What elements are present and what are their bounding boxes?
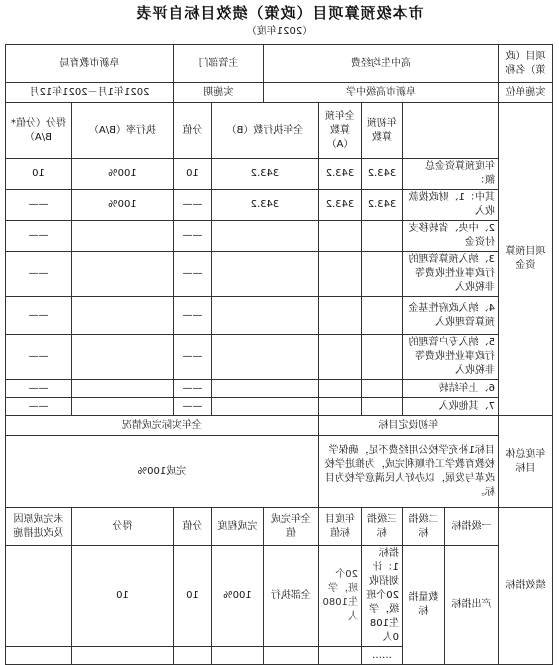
implementer-row [5,83,552,103]
fund-row-exec [211,252,318,297]
dept-label: 主管部门 [173,45,263,83]
fund-row-label: 6、上年结转 [403,380,499,398]
fund-row-value: —— [173,190,211,221]
fund-row-exec: 343.2 [211,190,318,221]
goals-actual-text: 完成100% [5,436,318,508]
fund-row-year [362,380,403,398]
score-header: 得分 [71,508,173,546]
fund-row-score: 10 [5,159,71,190]
goals-content-row [5,436,552,508]
full-year-budget-header: 全年预算数（A） [319,103,362,159]
fund-row-value: —— [173,221,211,252]
fund-row-exec: 343.2 [211,159,318,190]
fund-row-year [362,297,403,335]
fund-row-exec [211,297,318,335]
fund-row-rate [71,297,173,335]
fund-row-full [319,221,362,252]
empty-cell [71,647,173,665]
value-header: 分值 [173,508,211,546]
reason-header: 未完成原因及改进措施 [5,508,71,546]
fund-row-rate [71,398,173,416]
exec-rate-header: 执行率（B/A） [71,103,173,159]
fund-row-year [362,335,403,380]
fund-row-rate [71,252,173,297]
empty-cell [173,647,211,665]
level3-header: 三级指标 [362,508,403,546]
reason-value [5,546,71,647]
indicator-row [5,546,552,647]
fund-row-exec [211,221,318,252]
page-title: 市本级预算项目（政策）绩效目标自评表 [135,4,424,22]
fund-row [5,252,552,297]
impl-value: 阜新市高级中学 [263,83,498,103]
year-budget-header: 年初预算数 [362,103,403,159]
fund-row-rate: 100% [71,190,173,221]
goals-plan-header: 年初设定目标 [319,416,499,436]
page-subtitle: （2021年度） [246,26,313,37]
fund-row-year: 343.2 [362,190,403,221]
fund-row-exec [211,398,318,416]
actual-header: 全年完成值 [263,508,318,546]
ellipsis: …… [362,647,403,665]
fund-row-rate [71,221,173,252]
project-name-value: 高中生均经费 [263,45,498,83]
fund-row-year [362,252,403,297]
score-value: 10 [71,546,173,647]
fund-row-value: —— [173,398,211,416]
fund-row-score: —— [5,190,71,221]
funds-header-row [5,103,552,159]
fund-row [5,398,552,416]
fund-row-value: —— [173,252,211,297]
period-value: 2021年1月－2021年12月 [5,83,173,103]
fund-row [5,297,552,335]
dept-value: 阜新市教育局 [5,45,173,83]
level3-value: 指标1：计划招收20个班级，学生1080人 [362,546,403,647]
value-value: 10 [173,546,211,647]
empty-cell [5,647,71,665]
empty-cell [263,647,318,665]
funds-section-label: 项目预算资金 [499,103,553,416]
fund-row-score: —— [5,380,71,398]
fund-row-rate [71,380,173,398]
goals-plan-text: 目标1补充学校公用经费不足，确保学校教育教学工作顺利完成，为推进学校改革与发展，以办好人民满意学校为目标。 [319,436,499,508]
fund-row-label: 年度预算资金总额： [403,159,499,190]
fund-row-rate: 100% [71,159,173,190]
fund-row [5,190,552,221]
goals-actual-header: 全年实际完成情况 [5,416,318,436]
fund-row-label: 7、其他收入 [403,398,499,416]
period-label: 实施期 [173,83,263,103]
level1-header: 一级指标 [445,508,499,546]
empty-cell [211,647,263,665]
fund-row-full [319,380,362,398]
fund-row-label: 其中：1、财政拨款收入 [403,190,499,221]
degree-header: 完成程度 [211,508,263,546]
fund-row-label: 3、纳入预算管理的行政事业性收费等非税收入 [403,252,499,297]
empty-cell [319,647,362,665]
impl-label: 实施单位 [499,83,553,103]
fund-row-score: —— [5,398,71,416]
goals-header-row [5,416,552,436]
project-name-label: 项目（政策）名称 [499,45,553,83]
fund-row-exec [211,380,318,398]
fund-row-full [319,252,362,297]
fund-row-value: —— [173,380,211,398]
fund-row-full: 343.2 [319,190,362,221]
fund-row-value: —— [173,335,211,380]
fund-row [5,221,552,252]
score-header: 得分（分值*B/A） [5,103,71,159]
goals-section-label: 年度总体目标 [499,416,553,508]
fund-row-label: 5、纳入专户管理的行政事业性收费等非税收入 [403,335,499,380]
full-year-exec-header: 全年执行数（B） [211,103,318,159]
project-name-row [5,45,552,83]
fund-row-year [362,398,403,416]
target-value: 20个班，学生1080人 [319,546,362,647]
fund-row-full: 343.2 [319,159,362,190]
fund-row-score: —— [5,252,71,297]
level1-value: 产出指标 [445,546,499,665]
level2-header: 二级指标 [403,508,445,546]
degree-value: 100% [211,546,263,647]
fund-row-score: —— [5,221,71,252]
fund-row-exec [211,335,318,380]
fund-row-rate [71,335,173,380]
fund-row-value: 10 [173,159,211,190]
evaluation-table [5,44,553,665]
fund-row [5,159,552,190]
fund-row-full [319,297,362,335]
fund-row-score: —— [5,335,71,380]
funds-blank-header [403,103,499,159]
fund-row [5,335,552,380]
fund-row [5,380,552,398]
score-value-header: 分值 [173,103,211,159]
level2-value: 数量指标 [403,546,445,665]
fund-row-full [319,398,362,416]
fund-row-value: —— [173,297,211,335]
fund-row-year [362,221,403,252]
fund-row-label: 4、纳入政府性基金预算管理收入 [403,297,499,335]
indicators-header-row [5,508,552,546]
indicators-side-label: 绩效指标 [499,508,553,665]
fund-row-label: 2、中央、省转移支付资金 [403,221,499,252]
target-header: 年度目标值 [319,508,362,546]
fund-row-full [319,335,362,380]
fund-row-score: —— [5,297,71,335]
fund-row-year: 343.2 [362,159,403,190]
actual-value: 全部执行 [263,546,318,647]
